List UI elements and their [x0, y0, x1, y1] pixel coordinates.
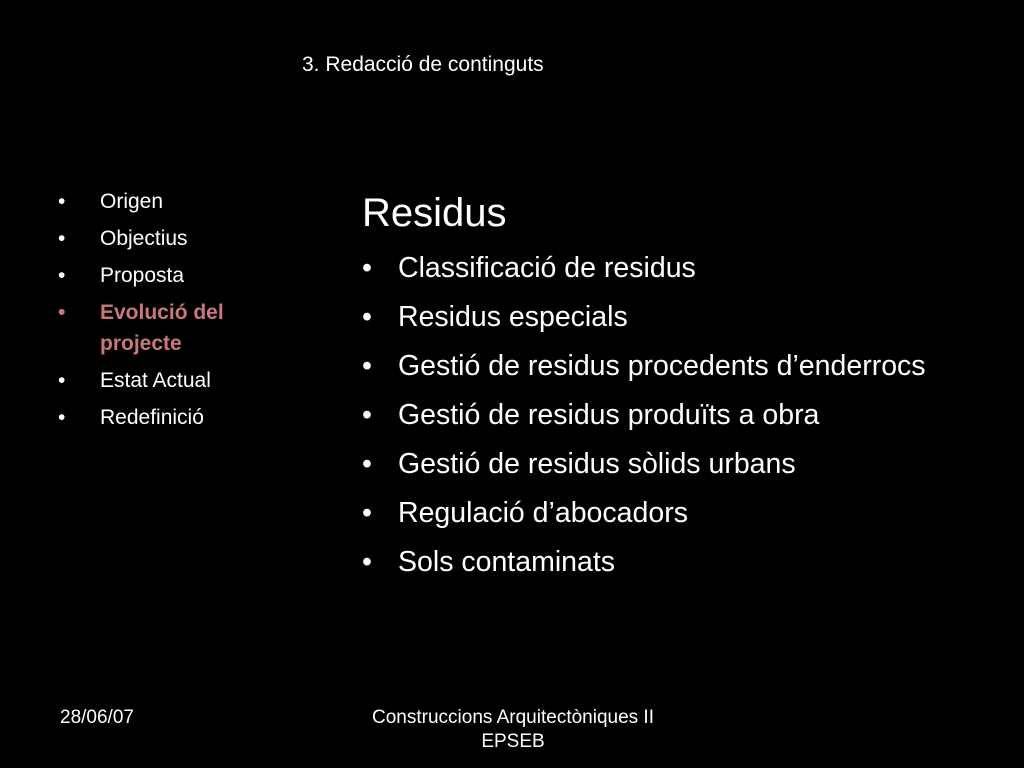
bullet-icon: • [58, 190, 66, 213]
sidebar-item-redefinicio [58, 402, 278, 433]
content-list [362, 249, 962, 592]
list-item-label: Residus especials [398, 301, 628, 333]
sidebar-item-label: Evolució del projecte [100, 301, 224, 355]
list-item [362, 445, 962, 484]
bullet-icon: • [362, 448, 372, 480]
bullet-icon: • [58, 227, 66, 250]
list-item [362, 396, 962, 435]
bullet-icon: • [58, 369, 66, 392]
bullet-icon: • [362, 252, 372, 284]
bullet-icon: • [362, 497, 372, 529]
list-item-label: Regulació d’abocadors [398, 497, 688, 529]
list-item [362, 298, 962, 337]
list-item-label: Gestió de residus procedents d’enderrocs [398, 350, 926, 382]
list-item-label: Sols contaminats [398, 546, 616, 578]
list-item [362, 494, 962, 533]
sidebar-item-estat-actual [58, 365, 278, 396]
bullet-icon: • [58, 406, 66, 429]
sidebar-nav [58, 186, 278, 439]
list-item [362, 543, 962, 582]
sidebar-item-label: Estat Actual [100, 369, 211, 392]
sidebar-item-label: Origen [100, 190, 164, 213]
sidebar-item-evolucio-active [58, 297, 278, 359]
list-item [362, 249, 962, 288]
footer-date: 28/06/07 [60, 707, 134, 728]
bullet-icon: • [362, 399, 372, 431]
list-item-label: Gestió de residus produïts a obra [398, 399, 820, 431]
footer-school: EPSEB [481, 731, 545, 752]
list-item-label: Classificació de residus [398, 252, 696, 284]
footer-course: Construccions Arquitectòniques II [372, 707, 654, 728]
sidebar-item-proposta [58, 260, 278, 291]
section-header: 3. Redacció de continguts [302, 53, 544, 76]
sidebar-item-label: Redefinició [100, 406, 204, 429]
bullet-icon: • [58, 301, 66, 324]
bullet-icon: • [58, 264, 66, 287]
sidebar-item-objectius [58, 223, 278, 254]
footer-center [340, 706, 686, 754]
list-item [362, 347, 962, 386]
bullet-icon: • [362, 546, 372, 578]
sidebar-item-label: Proposta [100, 264, 185, 287]
bullet-icon: • [362, 350, 372, 382]
sidebar-item-label: Objectius [100, 227, 188, 250]
slide-title: Residus [362, 191, 507, 235]
bullet-icon: • [362, 301, 372, 333]
sidebar-item-origen [58, 186, 278, 217]
list-item-label: Gestió de residus sòlids urbans [398, 448, 796, 480]
